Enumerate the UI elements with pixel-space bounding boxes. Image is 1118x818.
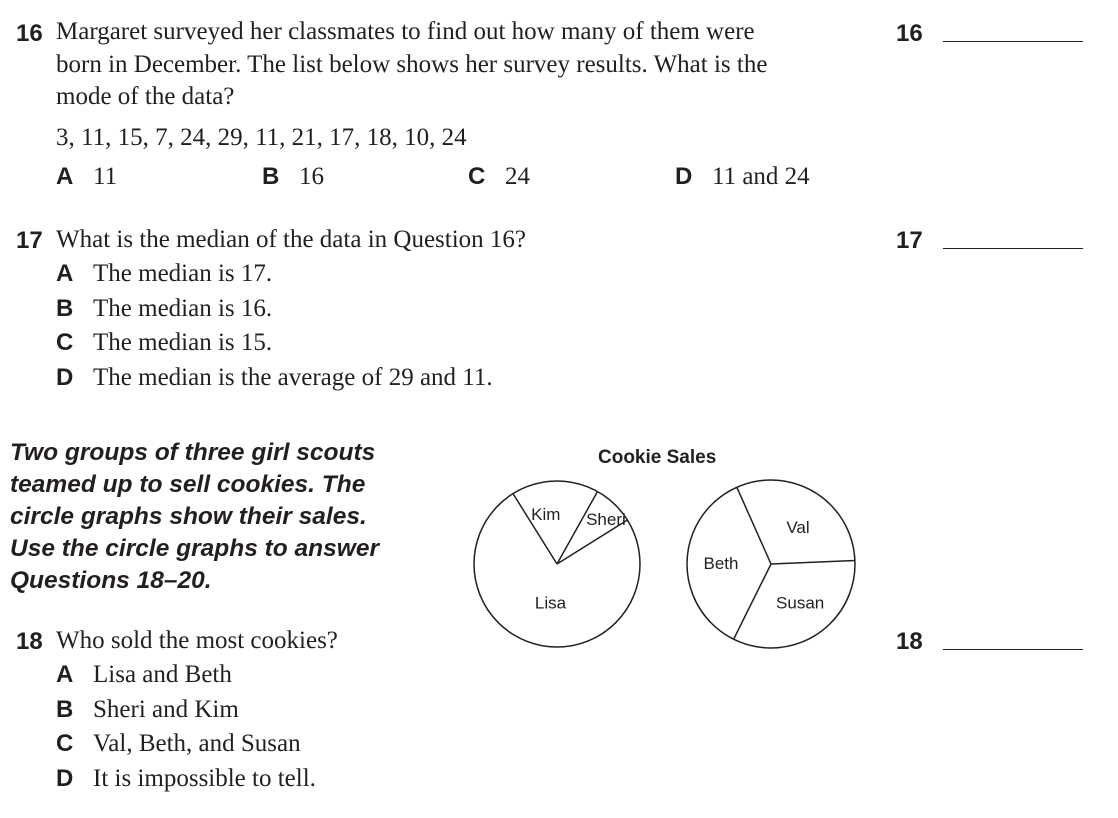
- option-letter: B: [262, 163, 280, 190]
- q18-stem: Who sold the most cookies?: [56, 627, 338, 654]
- q17-option-d[interactable]: [56, 364, 493, 392]
- q16-option-b[interactable]: [262, 163, 324, 191]
- q18-option-a[interactable]: [56, 661, 232, 689]
- intro-line: circle graphs show their sales.: [10, 503, 367, 530]
- q16-stem-line: Margaret surveyed her classmates to find out how many of them were: [56, 18, 755, 45]
- option-text: The median is 15.: [93, 329, 273, 356]
- pie-slice-label-lisa: Lisa: [534, 593, 567, 613]
- pie-slice-label-beth: Beth: [703, 554, 739, 574]
- q18-option-c[interactable]: [56, 730, 301, 758]
- option-letter: C: [468, 163, 486, 190]
- option-letter: A: [56, 163, 74, 190]
- q16-number: 16: [16, 20, 43, 47]
- option-text: Val, Beth, and Susan: [93, 730, 301, 757]
- q18-answer-blank[interactable]: [943, 649, 1083, 650]
- option-letter: C: [56, 730, 74, 757]
- pie-chart-group-1: [474, 481, 640, 647]
- q16-stem-line: born in December. The list below shows her survey results. What is the: [56, 50, 768, 78]
- pie-slice-label-kim: Kim: [531, 505, 561, 525]
- option-text: It is impossible to tell.: [93, 765, 316, 792]
- option-letter: A: [56, 661, 74, 688]
- pie-slice-label-val: Val: [786, 517, 810, 537]
- option-text: 11: [93, 163, 118, 190]
- intro-line: teamed up to sell cookies. The: [10, 471, 366, 498]
- q16-stem: [56, 16, 767, 114]
- q17-option-c[interactable]: [56, 329, 272, 357]
- option-letter: B: [56, 696, 74, 723]
- q16-option-a[interactable]: [56, 163, 117, 191]
- intro-line: Questions 18–20.: [10, 567, 212, 594]
- option-text: 16: [299, 163, 324, 190]
- intro-line: Two groups of three girl scouts: [10, 439, 376, 466]
- option-letter: D: [56, 364, 74, 391]
- q17-stem: What is the median of the data in Question 16?: [56, 226, 527, 253]
- option-text: The median is 17.: [93, 260, 273, 287]
- pie-slice-label-sheri: Sheri: [586, 509, 626, 529]
- option-text: The median is the average of 29 and 11.: [93, 364, 493, 391]
- q16-data-list: 3, 11, 15, 7, 24, 29, 11, 21, 17, 18, 10, 24: [56, 124, 467, 151]
- q17-option-a[interactable]: [56, 260, 272, 288]
- q18-option-d[interactable]: [56, 765, 316, 793]
- q17-option-b[interactable]: [56, 295, 272, 323]
- q16-answer-blank[interactable]: [943, 41, 1083, 42]
- q16-option-d[interactable]: [675, 163, 810, 191]
- option-letter: A: [56, 260, 74, 287]
- option-letter: D: [675, 163, 693, 190]
- q17-number: 17: [16, 227, 43, 254]
- option-text: Sheri and Kim: [93, 696, 239, 723]
- chart-title: Cookie Sales: [598, 447, 717, 468]
- q16-option-c[interactable]: [468, 163, 530, 191]
- option-letter: D: [56, 765, 74, 792]
- questions-18-20-intro: [10, 437, 379, 597]
- intro-line: Use the circle graphs to answer: [10, 535, 379, 562]
- option-text: 11 and 24: [712, 163, 810, 190]
- cookie-sales-pie-charts: [460, 470, 870, 660]
- option-text: 24: [505, 163, 530, 190]
- option-text: The median is 16.: [93, 295, 273, 322]
- pie-slice-label-susan: Susan: [776, 593, 825, 613]
- q17-answer-label: 17: [896, 227, 923, 254]
- q18-number: 18: [16, 628, 43, 655]
- option-text: Lisa and Beth: [93, 661, 232, 688]
- option-letter: C: [56, 329, 74, 356]
- q16-stem-line: mode of the data?: [56, 83, 235, 110]
- q18-answer-label: 18: [896, 628, 923, 655]
- pie-chart-group-2: [687, 480, 855, 648]
- q16-answer-label: 16: [896, 20, 923, 47]
- q17-answer-blank[interactable]: [943, 248, 1083, 249]
- q18-option-b[interactable]: [56, 696, 239, 724]
- option-letter: B: [56, 295, 74, 322]
